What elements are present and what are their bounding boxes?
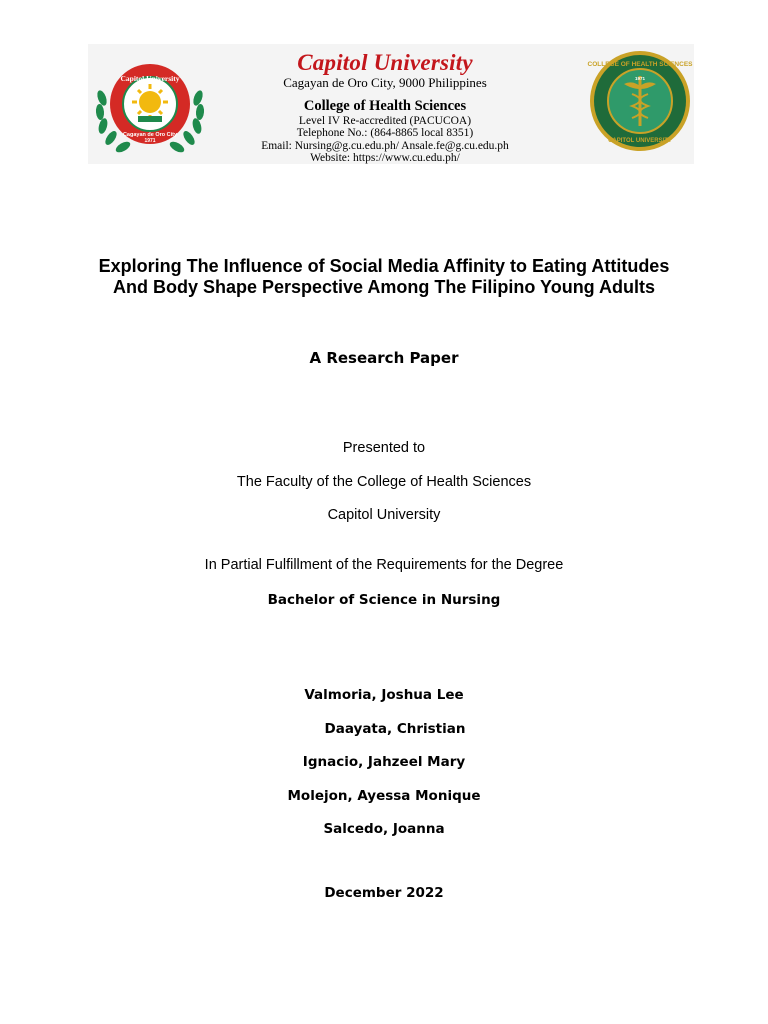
degree-line: Bachelor of Science in Nursing bbox=[267, 592, 501, 608]
right-seal-bottom-text: CAPITOL UNIVERSITY bbox=[608, 138, 672, 144]
fulfillment-line: In Partial Fulfillment of the Requirements for the Degree bbox=[204, 557, 564, 573]
college-health-sciences-seal-icon bbox=[586, 50, 694, 152]
letterhead-email: Email: Nursing@g.cu.edu.ph/ Ansale.fe@g.cu.edu.ph bbox=[261, 139, 509, 152]
paper-subtitle: A Research Paper bbox=[309, 349, 459, 367]
author-name: Ignacio, Jahzeel Mary bbox=[302, 754, 466, 770]
presented-to: Presented to bbox=[342, 440, 426, 456]
left-seal-bottom-text: Cagayan de Oro City bbox=[122, 132, 178, 138]
author-name: Daayata, Christian bbox=[324, 721, 466, 737]
letterhead-telephone: Telephone No.: (864-8865 local 8351) bbox=[296, 127, 474, 140]
submission-date: December 2022 bbox=[324, 885, 444, 901]
author-name: Molejon, Ayessa Monique bbox=[287, 788, 481, 804]
author-name: Valmoria, Joshua Lee bbox=[304, 687, 464, 703]
author-name: Salcedo, Joanna bbox=[323, 821, 445, 837]
faculty-line: The Faculty of the College of Health Sciences bbox=[236, 474, 532, 490]
right-seal-ring-text: COLLEGE OF HEALTH SCIENCES bbox=[587, 61, 693, 68]
university-line: Capitol University bbox=[327, 507, 441, 523]
paper-title: Exploring The Influence of Social Media Affinity to Eating Attitudes And Body Shape Perspective Among The Filipino Young Adults bbox=[98, 256, 670, 297]
capitol-university-seal-icon bbox=[92, 58, 208, 156]
letterhead-text bbox=[250, 50, 520, 165]
right-seal-year: 1971 bbox=[634, 76, 646, 81]
letterhead-accreditation: Level IV Re-accredited (PACUCOA) bbox=[298, 115, 472, 128]
letterhead-city: Cagayan de Oro City, 9000 Philippines bbox=[283, 75, 487, 91]
letterhead-college: College of Health Sciences bbox=[303, 98, 467, 115]
letterhead-website: Website: https://www.cu.edu.ph/ bbox=[310, 152, 460, 165]
left-seal-year: 1971 bbox=[144, 138, 156, 144]
letterhead-university-name: Capitol University bbox=[297, 50, 473, 75]
left-seal-top-text: Capitol University bbox=[120, 74, 180, 83]
